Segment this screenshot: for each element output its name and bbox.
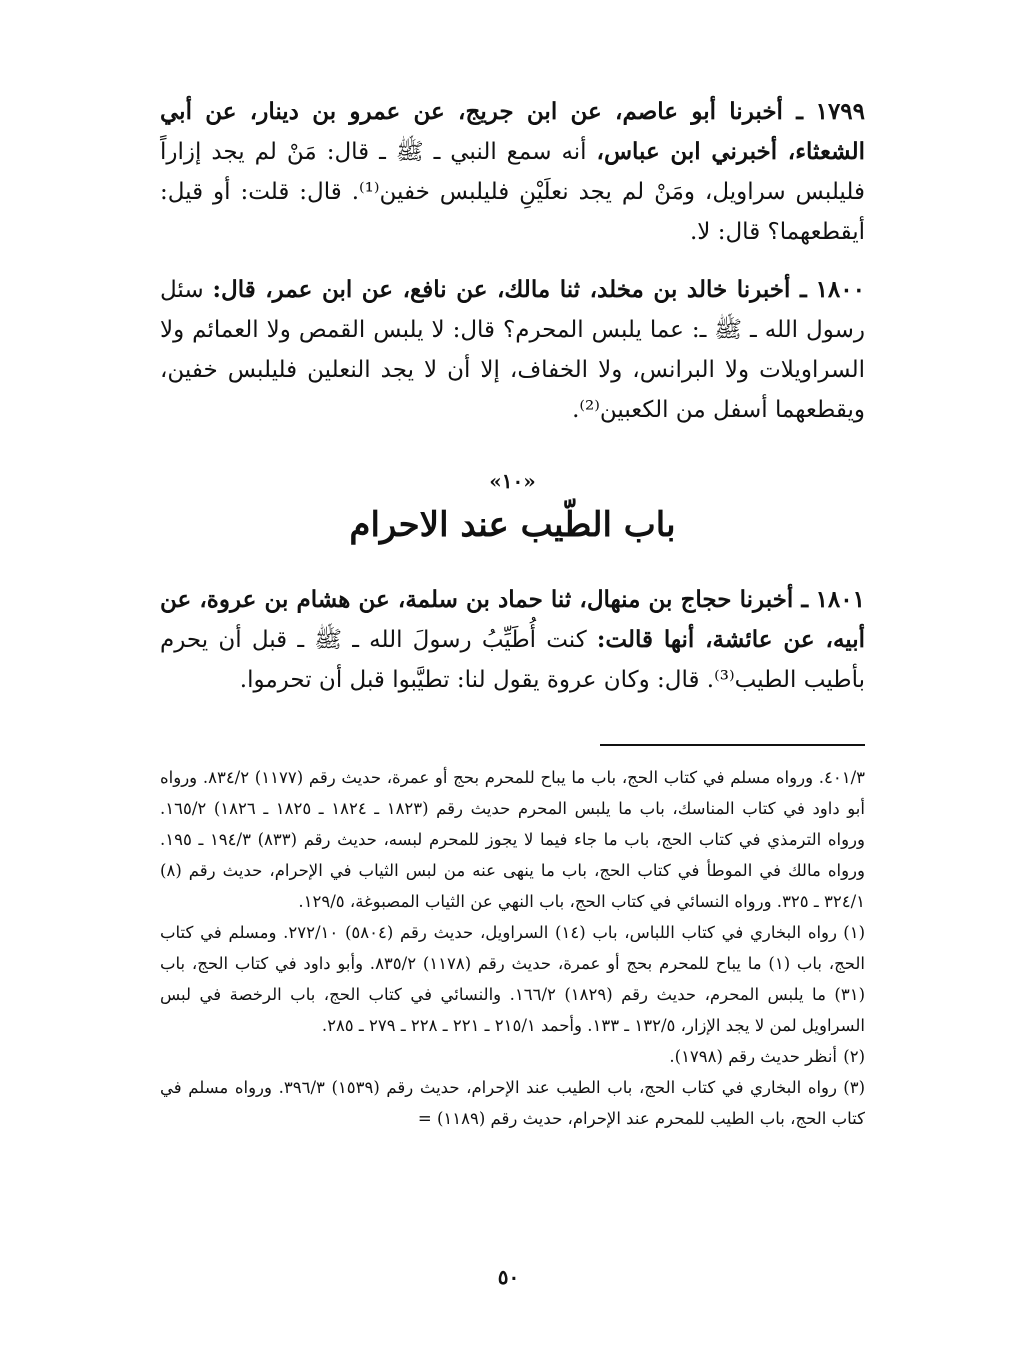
footnote-text: رواه البخاري في كتاب الحج، باب الطيب عند الإحرام، حديث رقم (١٥٣٩) ٣٩٦/٣. ورواه مسلم في كتاب الحج، باب الطيب للمحرم عند الإحرام، حديث رقم (١١٨٩) = (160, 1078, 865, 1128)
hadith-number: ١٨٠١ (815, 586, 865, 613)
hadith-number: ١٧٩٩ (815, 98, 866, 125)
hadith-1800 (160, 270, 865, 430)
footnote-text: أنظر حديث رقم (١٧٩٨). (669, 1047, 837, 1066)
hadith-isnad: ـ أخبرنا خالد بن مخلد، ثنا مالك، عن نافع، عن ابن عمر، قال: (212, 276, 807, 303)
footnote-1 (160, 917, 865, 1041)
page-body (160, 92, 865, 1134)
footnote-marker: (٣) (843, 1078, 865, 1097)
hadith-number: ١٨٠٠ (815, 276, 865, 303)
hadith-matn: أنه سمع النبي ـ ﷺ ـ قال: مَنْ لم يجد إزاراً فليلبس سراويل، ومَنْ لم يجد نعلَيْنِ فليلبس خفين⁽¹⁾. قال: قلت: أو قيل: أيقطعهما؟ قال: لا. (160, 139, 865, 245)
footnote-continuation: ٤٠١/٣. ورواه مسلم في كتاب الحج، باب ما يباح للمحرم بحج أو عمرة، حديث رقم (١١٧٧) ٨٣٤/٢. ورواه أبو داود في كتاب المناسك، باب ما يلبس المحرم حديث رقم (١٨٢٣ ـ ١٨٢٤ ـ ١٨٢٥ ـ ١٨٢٦) ١٦٥/٢. ورواه الترمذي في كتاب الحج، باب ما جاء فيما لا يجوز للمحرم لبسه، حديث رقم (٨٣٣) ١٩٤/٣ ـ ١٩٥. ورواه مالك في الموطأ في كتاب الحج، باب ما ينهى عنه من لبس الثياب في الإحرام، حديث رقم (٨) ٣٢٤/١ ـ ٣٢٥. ورواه النسائي في كتاب الحج، باب النهي عن الثياب المصبوغة، ١٢٩/٥. (160, 768, 865, 911)
footnote-separator-wrap (160, 744, 865, 746)
footnotes (160, 762, 865, 1134)
section-title: باب الطّيب عند الاحرام (349, 505, 676, 545)
page-number: ٥٠ (497, 1265, 520, 1289)
footnote-separator (600, 744, 865, 746)
footnote-3 (160, 1072, 865, 1134)
hadith-matn: كنت أُطَيِّبُ رسولَ الله ـ ﷺ ـ قبل أن يحرم بأطيب الطيب⁽³⁾. قال: وكان عروة يقول لنا: تطيَّبوا قبل أن تحرموا. (160, 627, 865, 693)
hadith-isnad: ـ أخبرنا أبو عاصم، عن ابن جريج، عن عمرو بن دينار، عن أبي الشعثاء، أخبرني ابن عباس، (160, 98, 866, 165)
hadith-matn: سئل رسول الله ـ ﷺ ـ: عما يلبس المحرم؟ قال: لا يلبس القمص ولا العمائم ولا السراويلات ولا البرانس، ولا الخفاف، إلا أن لا يجد النعلين فليلبس خفين، ويقطعهما أسفل من الكعبين⁽²⁾. (160, 277, 865, 423)
hadith-isnad: ـ أخبرنا حجاج بن منهال، ثنا حماد بن سلمة، عن هشام بن عروة، عن أبيه، عن عائشة، أنها قالت: (160, 586, 866, 653)
section-number: «١٠» (489, 469, 536, 493)
footnote-marker: (١) (843, 923, 865, 942)
footnote-marker: (٢) (843, 1047, 865, 1066)
hadith-1799 (160, 92, 865, 252)
footnote-text: رواه البخاري في كتاب اللباس، باب (١٤) السراويل، حديث رقم (٥٨٠٤) ٢٧٢/١٠. ومسلم في كتاب الحج، باب (١) ما يباح للمحرم بحج أو عمرة، حديث رقم (١١٧٨) ٨٣٥/٢. وأبو داود في كتاب الحج، باب (٣١) ما يلبس المحرم، حديث رقم (١٨٢٩) ١٦٦/٢. والنسائي في كتاب الحج، باب الرخصة في لبس السراويل لمن لا يجد الإزار، ١٣٢/٥ ـ ١٣٣. وأحمد ٢١٥/١ ـ ٢٢١ ـ ٢٢٨ ـ ٢٧٩ ـ ٢٨٥. (160, 923, 866, 1035)
footnote-2 (160, 1041, 865, 1072)
hadith-1801 (160, 580, 865, 700)
